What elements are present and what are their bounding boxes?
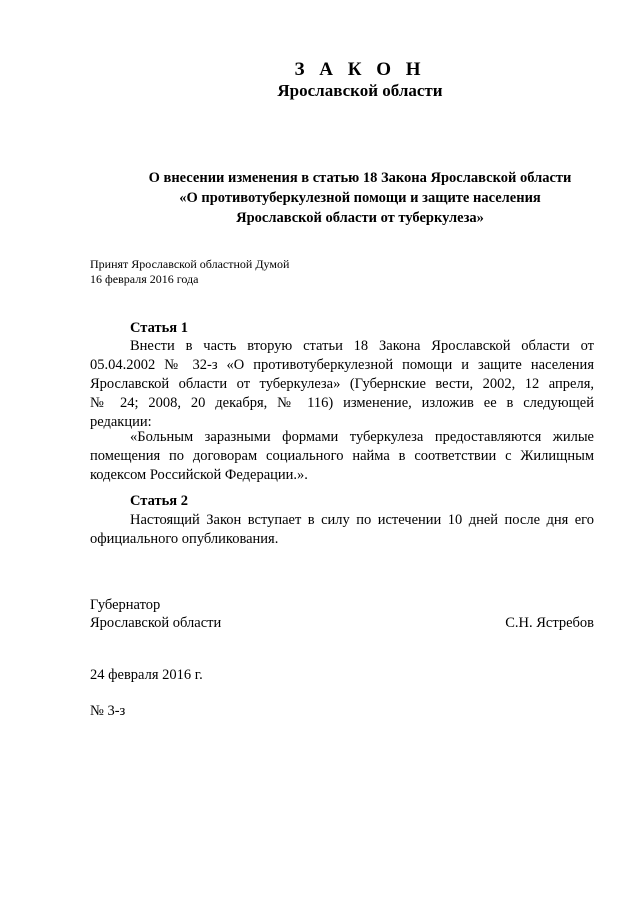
article-2-paragraph	[90, 511, 594, 549]
signatory-position: Губернатор	[90, 597, 161, 613]
paragraph-line: Внести в часть вторую статьи 18 Закона Ярославской области от	[130, 338, 594, 354]
paragraph-line: кодексом Российской Федерации.».	[90, 467, 308, 483]
paragraph-line: Настоящий Закон вступает в силу по истечении 10 дней после дня его	[130, 512, 594, 528]
article-1-paragraph-2	[90, 428, 594, 485]
paragraph-line: 05.04.2002 № 32-з «О противотуберкулезной помощи и защите населения	[90, 357, 594, 373]
paragraph-line: Ярославской области от туберкулеза» (Губернские вести, 2002, 12 апреля,	[90, 376, 594, 392]
law-number: № 3-з	[90, 703, 126, 719]
document-type-heading: З А К О Н	[294, 59, 426, 80]
signing-date: 24 февраля 2016 г.	[90, 667, 203, 683]
adoption-body: Принят Ярославской областной Думой	[90, 257, 290, 271]
signatory-region: Ярославской области	[90, 615, 222, 631]
paragraph-line: официального опубликования.	[90, 531, 279, 547]
law-subject-title	[90, 168, 630, 228]
article-2-title: Статья 2	[130, 493, 188, 509]
adoption-note	[90, 257, 289, 287]
subject-line: Ярославской области от туберкулеза»	[236, 210, 484, 226]
paragraph-line: помещения по договорам социального найма в соответствии с Жилищным	[90, 448, 594, 464]
article-1-title: Статья 1	[130, 320, 188, 336]
document-region-heading: Ярославской области	[277, 81, 443, 100]
subject-line: «О противотуберкулезной помощи и защите населения	[179, 190, 541, 206]
article-1-paragraph-1	[90, 337, 594, 432]
subject-line: О внесении изменения в статью 18 Закона Ярославской области	[148, 170, 572, 186]
paragraph-line: «Больным заразными формами туберкулеза предоставляются жилые	[130, 429, 594, 445]
adoption-date: 16 февраля 2016 года	[90, 272, 199, 286]
paragraph-line: редакции:	[90, 414, 152, 430]
paragraph-line: № 24; 2008, 20 декабря, № 116) изменение, изложив ее в следующей	[90, 395, 594, 411]
signatory-name: С.Н. Ястребов	[505, 615, 594, 631]
